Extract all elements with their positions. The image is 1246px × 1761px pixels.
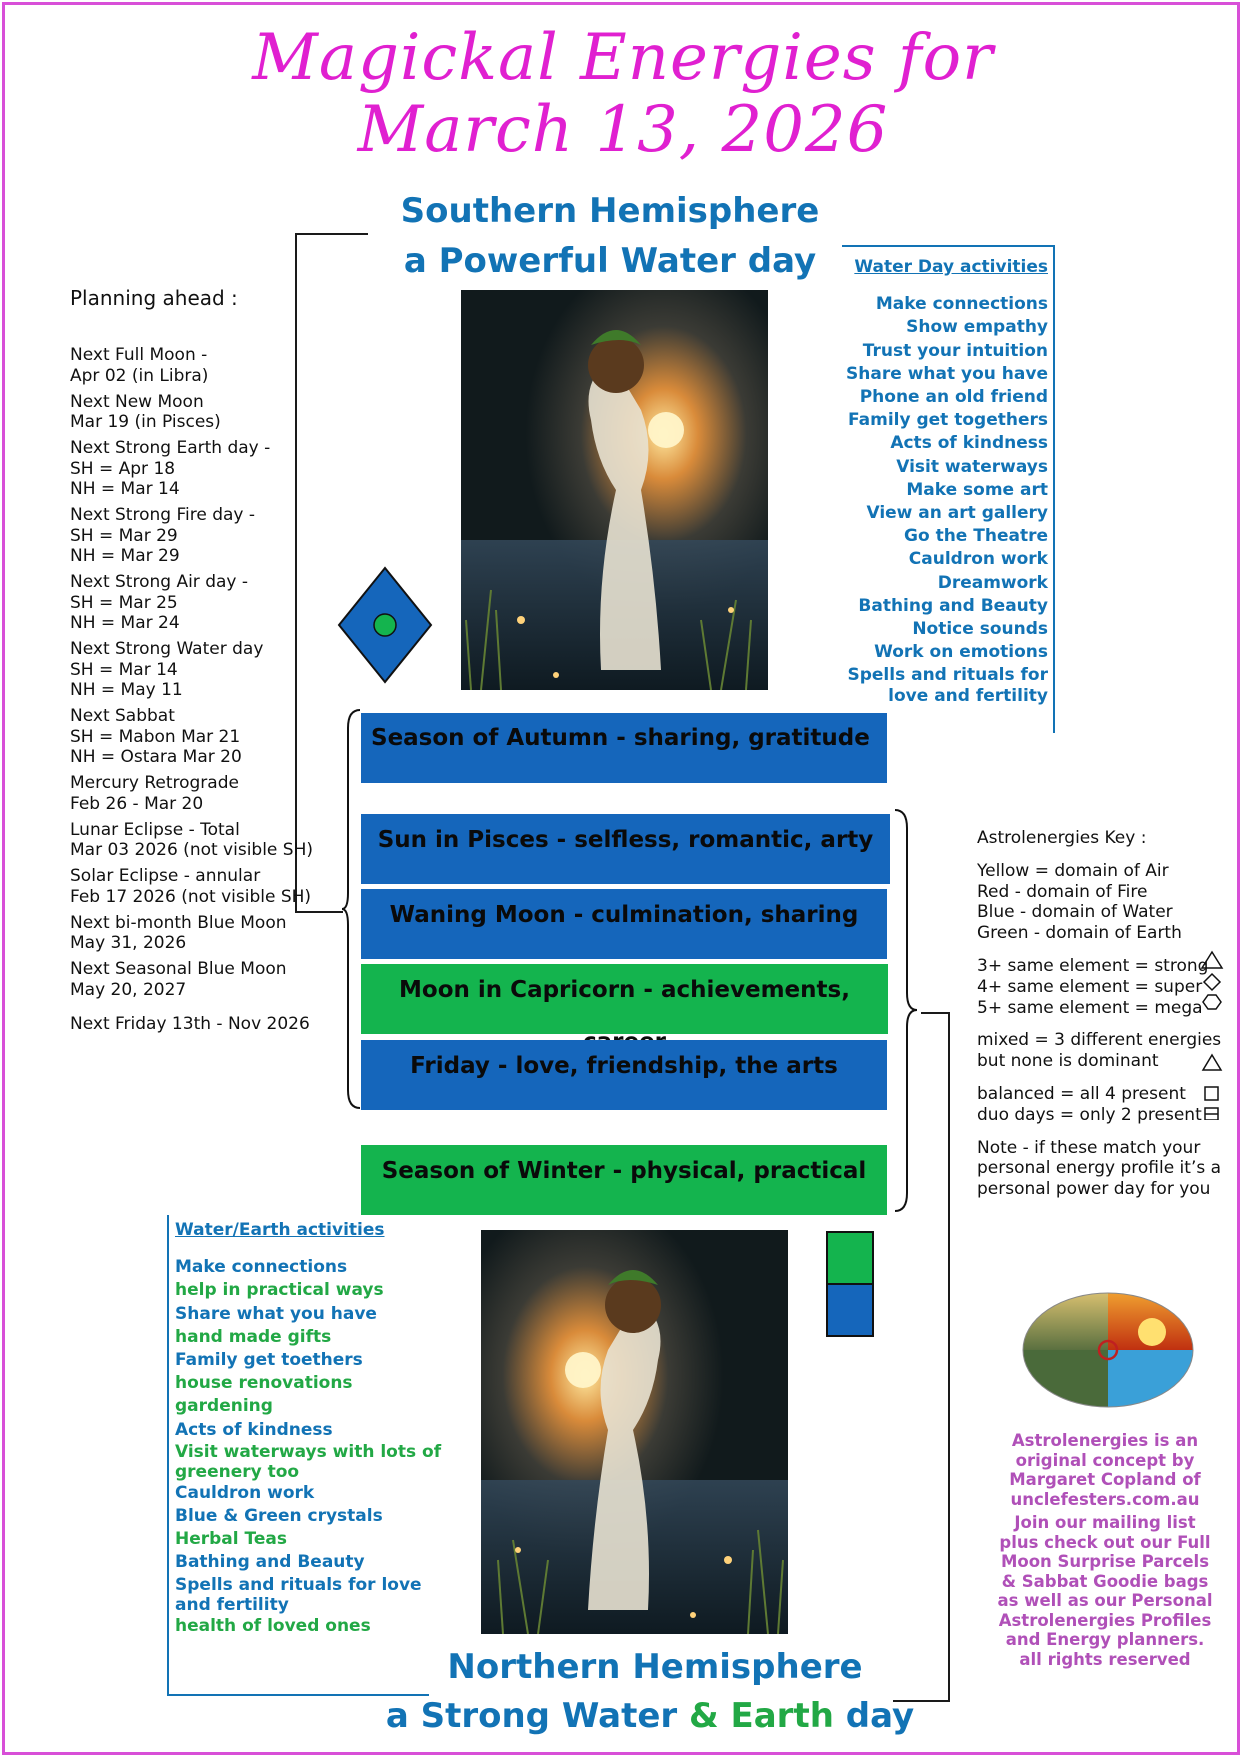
water-earth-activity-item: greenery too <box>175 1461 300 1482</box>
planning-item-line: Mar 03 2026 (not visible SH) <box>70 840 314 860</box>
diamond-icon <box>1204 974 1220 990</box>
bar-season-autumn: Season of Autumn - sharing, gratitude <box>361 713 887 783</box>
planning-item-line: SH = Mar 14 <box>70 659 178 680</box>
bar-sun-sign: Sun in Pisces - selfless, romantic, arty <box>361 814 890 884</box>
duo-squares-icon <box>826 1231 874 1337</box>
promo-line: Astrolenergies Profiles <box>998 1610 1212 1630</box>
water-earth-activity-item: gardening <box>175 1396 273 1417</box>
planning-item <box>70 639 340 701</box>
planning-item-line: Next New Moon <box>70 391 204 412</box>
planning-item-line: Mar 19 (in Pisces) <box>70 412 221 432</box>
promo-line: and Energy planners. <box>1005 1630 1205 1649</box>
planning-item-line: Next Sabbat <box>70 706 175 726</box>
northern-subheading <box>380 1692 920 1740</box>
planning-item-line: Next Friday 13th - Nov 2026 <box>70 1014 310 1034</box>
water-day-activities <box>840 256 1048 706</box>
water-earth-activity-item: Visit waterways with lots of <box>175 1441 442 1462</box>
water-activity-item: Trust your intuition <box>862 340 1048 361</box>
planning-item-line: SH = Mar 29 <box>70 525 178 546</box>
diamond-green-dot-icon <box>336 566 434 684</box>
water-earth-activity-item: Make connections <box>175 1257 348 1278</box>
water-activity-item: Make some art <box>906 479 1048 500</box>
northern-heading: Northern Hemisphere <box>447 1647 863 1687</box>
water-activity-item: Make connections <box>875 294 1048 315</box>
planning-item-line: May 31, 2026 <box>70 933 187 953</box>
title-line-2: March 13, 2026 <box>357 93 889 167</box>
water-earth-activity-item: Bathing and Beauty <box>175 1552 365 1573</box>
water-activity-item: Phone an old friend <box>859 387 1048 408</box>
key-line-domains: Green - domain of Earth <box>977 923 1182 944</box>
water-earth-activity-item: Share what you have <box>175 1303 377 1324</box>
planning-item-line: NH = Mar 29 <box>70 546 180 566</box>
key-line-balanced: duo days = only 2 present <box>977 1104 1202 1125</box>
planning-item-line: Next Seasonal Blue Moon <box>70 959 287 979</box>
key-line-mixed: but none is dominant <box>977 1051 1159 1072</box>
planning-item <box>70 959 340 1000</box>
planning-item-line: Next Strong Air day - <box>70 572 249 592</box>
southern-heading: Southern Hemisphere <box>400 191 820 231</box>
nh-bracket-top <box>921 1012 949 1014</box>
planning-heading: Planning ahead : <box>70 286 238 310</box>
key-line-note: personal power day for you <box>977 1179 1211 1200</box>
planning-item-line: SH = Mar 25 <box>70 592 178 613</box>
promo-line: & Sabbat Goodie bags <box>1001 1571 1209 1591</box>
hexagon-icon <box>1203 995 1221 1009</box>
water-activity-item: Spells and rituals for <box>847 665 1048 686</box>
water-box-top <box>842 245 1055 247</box>
key-symbols <box>1200 950 1224 1120</box>
water-earth-activity-item: and fertility <box>175 1594 289 1615</box>
water-earth-activity-item: help in practical ways <box>175 1280 384 1301</box>
key-line-domains: Blue - domain of Water <box>977 902 1173 923</box>
water-activity-item: love and fertility <box>888 686 1048 707</box>
planning-item-line: Next Strong Fire day - <box>70 505 255 525</box>
water-earth-activity-item: hand made gifts <box>175 1326 332 1347</box>
rights-text: all rights reserved <box>1019 1649 1191 1669</box>
water-earth-activity-item: health of loved ones <box>175 1615 371 1636</box>
water-goddess-photo-top <box>461 290 768 690</box>
astrolenergies-key <box>977 828 1227 1200</box>
promo-line: Join our mailing list <box>1014 1513 1196 1532</box>
nh-sub-pre: a Strong Water <box>385 1696 690 1736</box>
planning-item <box>70 505 340 567</box>
bar-day: Friday - love, friendship, the arts <box>361 1040 887 1110</box>
planning-item <box>70 572 340 634</box>
water-earth-activities <box>175 1219 475 1638</box>
water-activity-item: View an art gallery <box>866 503 1048 524</box>
key-line-domains: Red - domain of Fire <box>977 881 1148 902</box>
water-earth-heading: Water/Earth activities <box>175 1220 385 1240</box>
planning-item-line: NH = May 11 <box>70 680 183 700</box>
planning-item <box>70 913 340 954</box>
key-line-note: Note - if these match your <box>977 1137 1201 1158</box>
water-activity-item: Show empathy <box>906 317 1048 338</box>
planning-item-line: Next Strong Water day <box>70 639 264 659</box>
square-icon <box>1205 1087 1218 1100</box>
left-brace <box>342 708 362 1110</box>
nh-bracket-right <box>948 1012 950 1702</box>
planning-item-line: Next Full Moon - <box>70 345 208 365</box>
bar-season-winter: Season of Winter - physical, practical <box>361 1145 887 1215</box>
promo-line: original concept by <box>1015 1450 1195 1470</box>
planning-item-line: Next Strong Earth day - <box>70 438 271 458</box>
planning-item <box>70 392 340 433</box>
water-activity-item: Cauldron work <box>908 549 1048 570</box>
water-activity-item: Bathing and Beauty <box>858 595 1048 616</box>
triangle-mixed-icon <box>1203 1055 1221 1070</box>
water-earth-activity-item: Cauldron work <box>175 1482 315 1503</box>
nh-sub-earth: Earth <box>718 1696 834 1736</box>
southern-subheading: a Powerful Water day <box>403 241 817 281</box>
key-line-strength: 4+ same element = super <box>977 976 1203 997</box>
planning-item <box>70 866 340 907</box>
bar-moon-phase: Waning Moon - culmination, sharing <box>361 889 887 959</box>
key-line-strength: 3+ same element = strong <box>977 955 1209 976</box>
key-line-domains: Yellow = domain of Air <box>977 860 1169 881</box>
key-line-balanced: balanced = all 4 present <box>977 1083 1186 1104</box>
water-activity-item: Share what you have <box>846 363 1048 384</box>
water-earth-activity-item: house renovations <box>175 1373 353 1394</box>
right-brace <box>893 808 923 1213</box>
water-earth-activity-item: Spells and rituals for love <box>175 1574 422 1595</box>
water-activity-item: Dreamwork <box>937 572 1048 593</box>
water-activity-item: Visit waterways <box>896 456 1048 477</box>
title-line-1: Magickal Energies for <box>252 21 994 95</box>
water-activity-item: Family get togethers <box>848 410 1048 431</box>
triangle-icon <box>1202 952 1222 968</box>
water-earth-box-left <box>167 1215 169 1695</box>
astrolenergies-logo <box>1022 1292 1194 1408</box>
planning-item <box>70 438 340 500</box>
planning-item-line: NH = Ostara Mar 20 <box>70 747 242 767</box>
key-line-mixed: mixed = 3 different energies <box>977 1030 1222 1051</box>
planning-item <box>70 706 340 768</box>
water-goddess-photo-bottom <box>481 1230 788 1634</box>
planning-list <box>70 345 340 1040</box>
planning-item <box>70 820 340 861</box>
promo-line: as well as our Personal <box>997 1591 1213 1610</box>
promo-line: Astrolenergies is an <box>1011 1431 1199 1450</box>
water-activity-item: Go the Theatre <box>904 526 1048 547</box>
bracket-top <box>295 233 368 235</box>
water-earth-activity-item: Blue & Green crystals <box>175 1506 383 1527</box>
nh-sub-post: day <box>833 1696 915 1736</box>
promo-line: plus check out our Full <box>999 1532 1211 1552</box>
planning-item-line: Solar Eclipse - annular <box>70 866 261 886</box>
planning-item-line: SH = Mabon Mar 21 <box>70 726 241 747</box>
water-earth-activity-item: Acts of kindness <box>175 1419 333 1440</box>
planning-item-line: Feb 17 2026 (not visible SH) <box>70 886 312 907</box>
planning-item-line: May 20, 2027 <box>70 979 187 1000</box>
planning-item-line: Mercury Retrograde <box>70 773 239 793</box>
water-activity-item: Work on emotions <box>874 642 1048 663</box>
water-day-heading: Water Day activities <box>854 257 1048 277</box>
key-line-note: personal energy profile it’s a <box>977 1158 1222 1179</box>
nh-sub-amp: & <box>689 1696 719 1736</box>
planning-item-line: SH = Apr 18 <box>70 458 176 479</box>
planning-item-line: Apr 02 (in Libra) <box>70 365 209 386</box>
planning-item-line: Lunar Eclipse - Total <box>70 819 240 840</box>
planning-item <box>70 773 340 814</box>
water-box-right <box>1053 245 1055 733</box>
key-line-strength: 5+ same element = mega <box>977 997 1203 1018</box>
water-earth-activity-item: Herbal Teas <box>175 1529 287 1550</box>
planning-item-line: Feb 26 - Mar 20 <box>70 793 204 814</box>
promo-line: Moon Surprise Parcels <box>1000 1552 1210 1571</box>
planning-item <box>70 345 340 386</box>
water-activity-item: Acts of kindness <box>890 433 1048 454</box>
promo-text <box>980 1431 1230 1669</box>
planning-item-line: NH = Mar 24 <box>70 613 180 633</box>
planning-item <box>70 1014 340 1035</box>
planning-item-line: Next bi-month Blue Moon <box>70 912 287 933</box>
bar-moon-sign: Moon in Capricorn - achievements, <box>361 964 888 1034</box>
promo-line: Margaret Copland of <box>1009 1470 1201 1489</box>
water-activity-item: Notice sounds <box>912 619 1048 640</box>
promo-line: unclefesters.com.au <box>1010 1489 1200 1509</box>
water-earth-activity-item: Family get toethers <box>175 1350 363 1371</box>
key-heading: Astrolenergies Key : <box>977 828 1147 848</box>
planning-item-line: NH = Mar 14 <box>70 479 180 499</box>
